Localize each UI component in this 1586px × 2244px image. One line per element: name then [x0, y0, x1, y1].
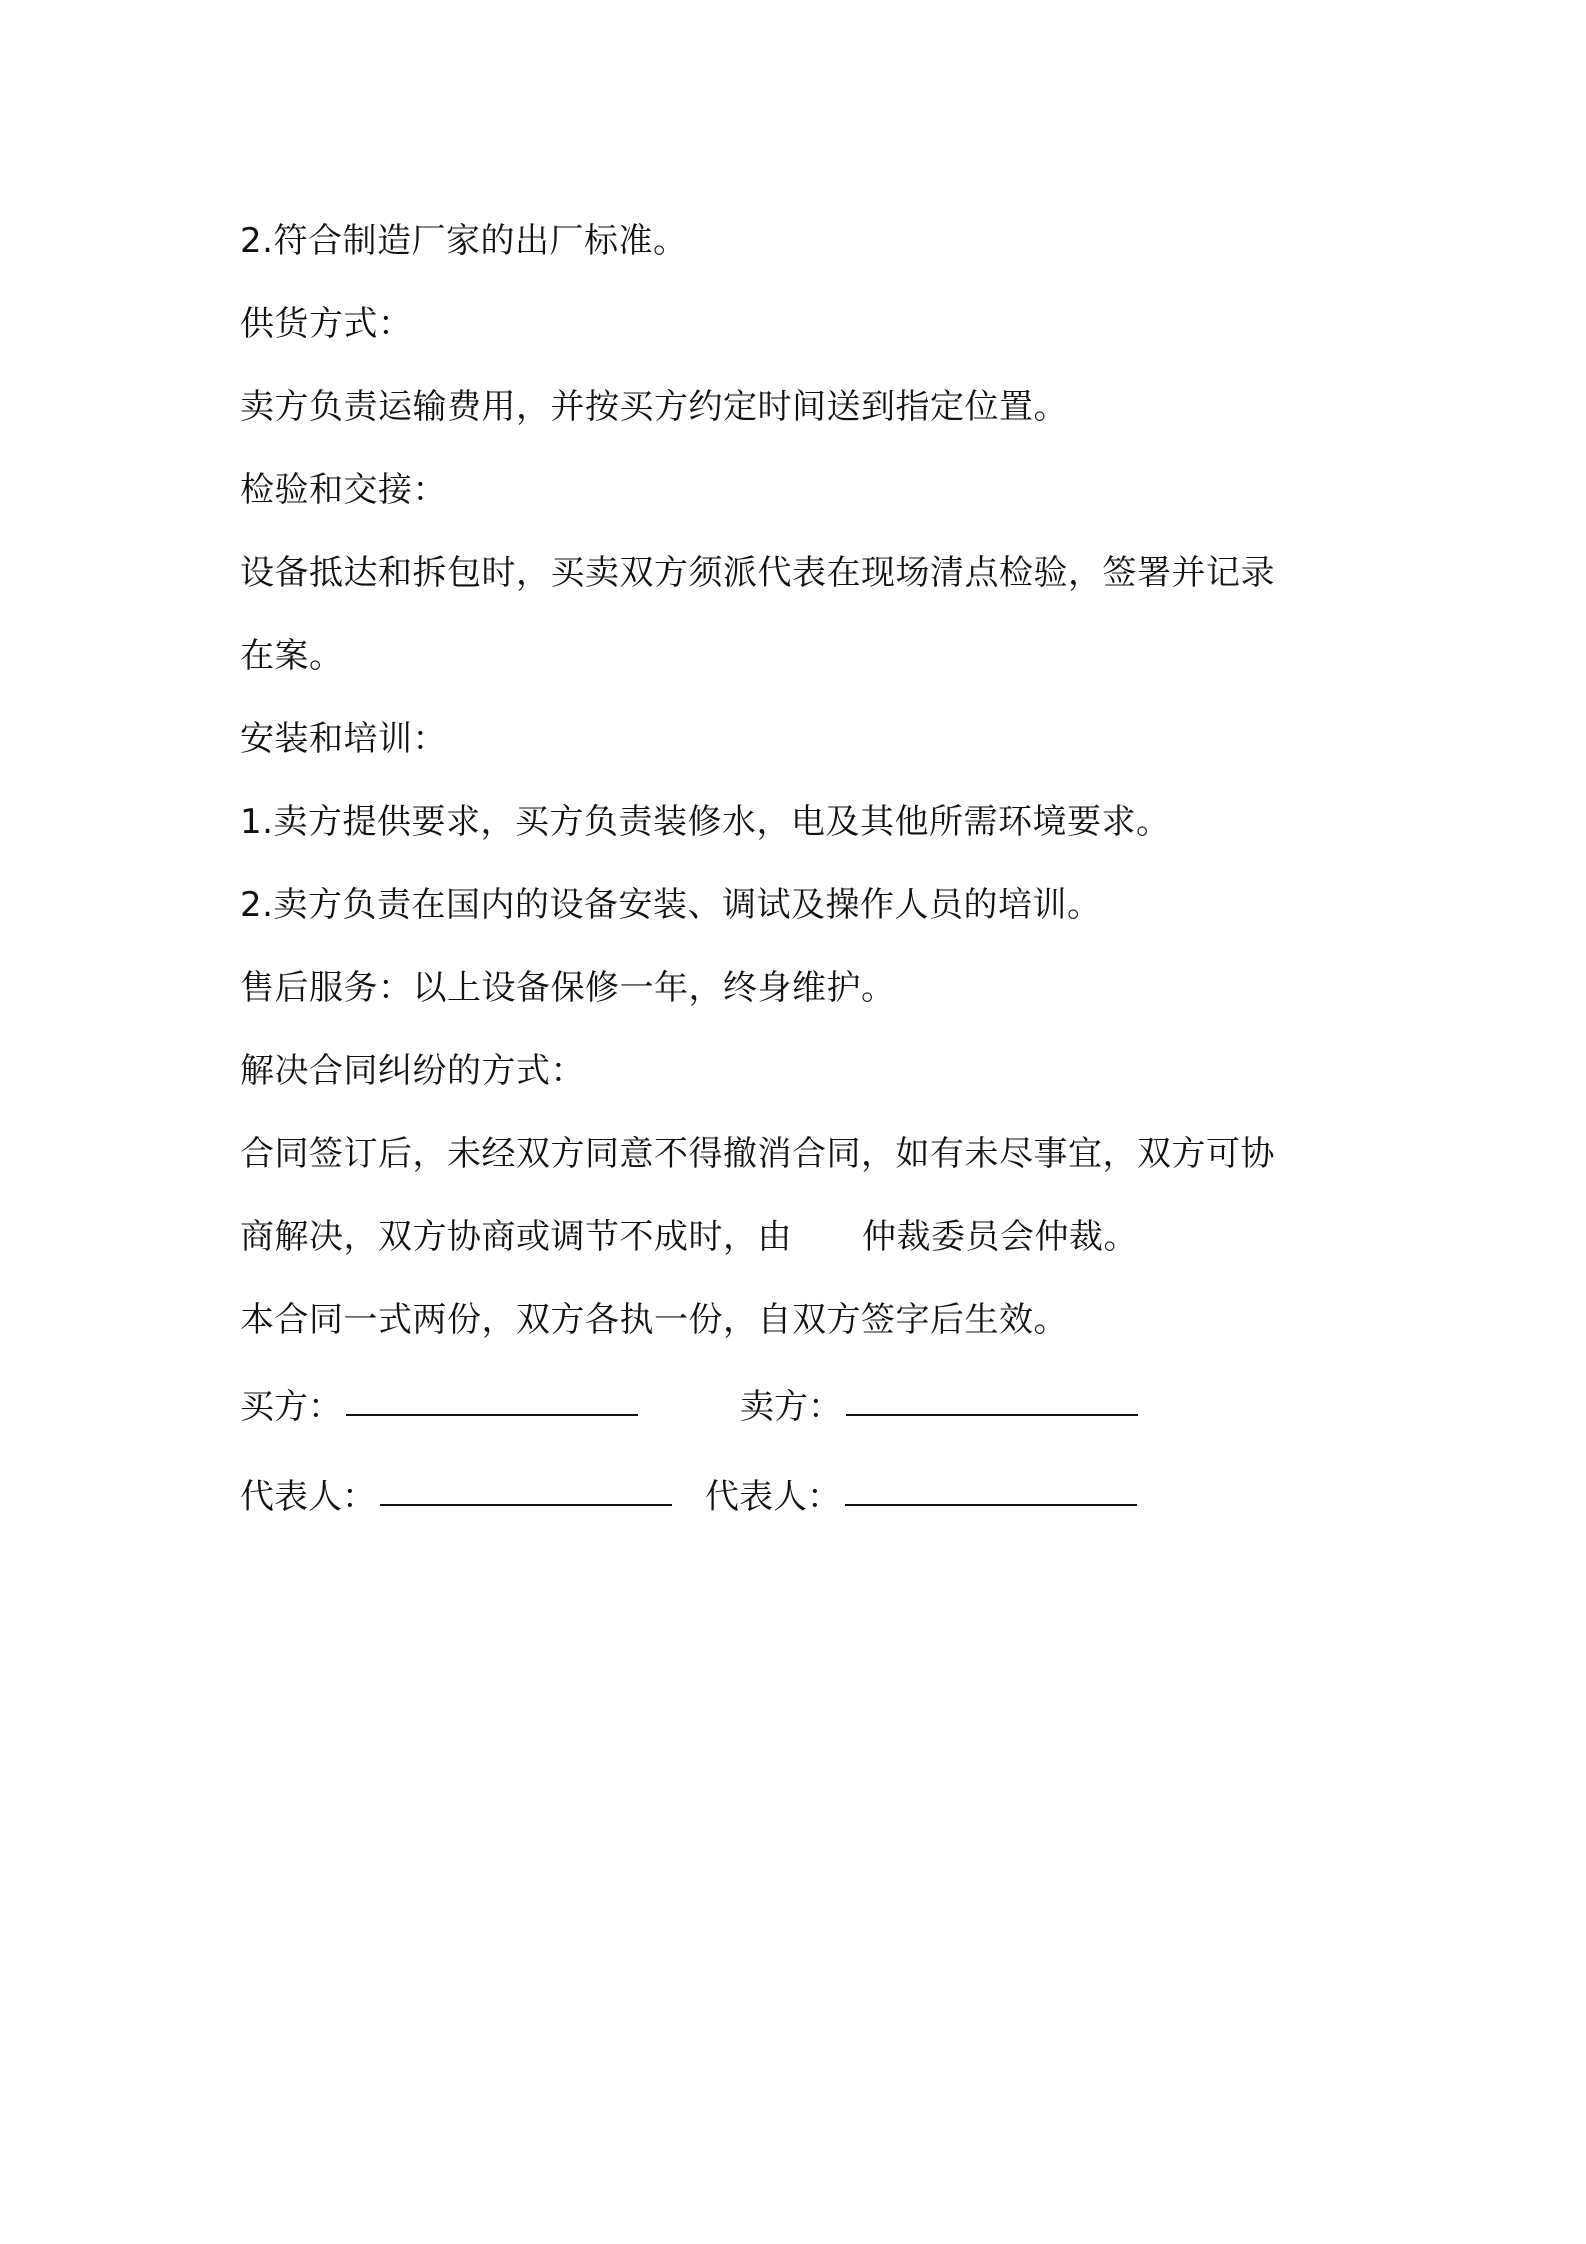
- clause-line: 售后服务：以上设备保修一年，终身维护。: [240, 968, 896, 1008]
- buyer-label: 买方：: [240, 1387, 342, 1427]
- clause-line: 在案。: [240, 636, 344, 676]
- seller-signature-line: [846, 1386, 1138, 1416]
- buyer-signature-line: [346, 1386, 638, 1416]
- clause-line: 2.符合制造厂家的出厂标准。: [240, 221, 688, 261]
- section-heading-supply: 供货方式：: [240, 304, 413, 344]
- clause-line: 设备抵达和拆包时，买卖双方须派代表在现场清点检验，签署并记录: [240, 553, 1275, 593]
- arbitration-text-before: 商解决，双方协商或调节不成时，由: [240, 1217, 792, 1257]
- seller-label: 卖方：: [740, 1387, 842, 1427]
- buyer-rep-label: 代表人：: [240, 1477, 376, 1517]
- seller-rep-label: 代表人：: [705, 1477, 841, 1517]
- clause-line: 合同签订后，未经双方同意不得撤消合同，如有未尽事宜，双方可协: [240, 1134, 1275, 1174]
- buyer-signature: [240, 1362, 740, 1452]
- signature-row-representatives: [240, 1452, 1360, 1542]
- document-body: [240, 200, 1360, 1542]
- seller-rep-signature-line: [845, 1476, 1137, 1506]
- section-heading-disputes: 解决合同纠纷的方式：: [240, 1051, 585, 1091]
- buyer-rep-signature: [240, 1452, 705, 1542]
- clause-line-arbitration: [240, 1196, 1360, 1279]
- arbitration-text-after: 仲裁委员会仲裁。: [862, 1217, 1138, 1257]
- clause-line: 卖方负责运输费用，并按买方约定时间送到指定位置。: [240, 387, 1068, 427]
- section-heading-inspection: 检验和交接：: [240, 470, 447, 510]
- section-heading-installation: 安装和培训：: [240, 719, 447, 759]
- seller-rep-signature: [705, 1452, 1137, 1542]
- closing-clause: 本合同一式两份，双方各执一份，自双方签字后生效。: [240, 1300, 1068, 1340]
- clause-line: 2.卖方负责在国内的设备安装、调试及操作人员的培训。: [240, 885, 1102, 925]
- seller-signature: [740, 1362, 1138, 1452]
- signature-row-parties: [240, 1362, 1360, 1452]
- clause-line: 1.卖方提供要求，买方负责装修水，电及其他所需环境要求。: [240, 802, 1171, 842]
- buyer-rep-signature-line: [380, 1476, 672, 1506]
